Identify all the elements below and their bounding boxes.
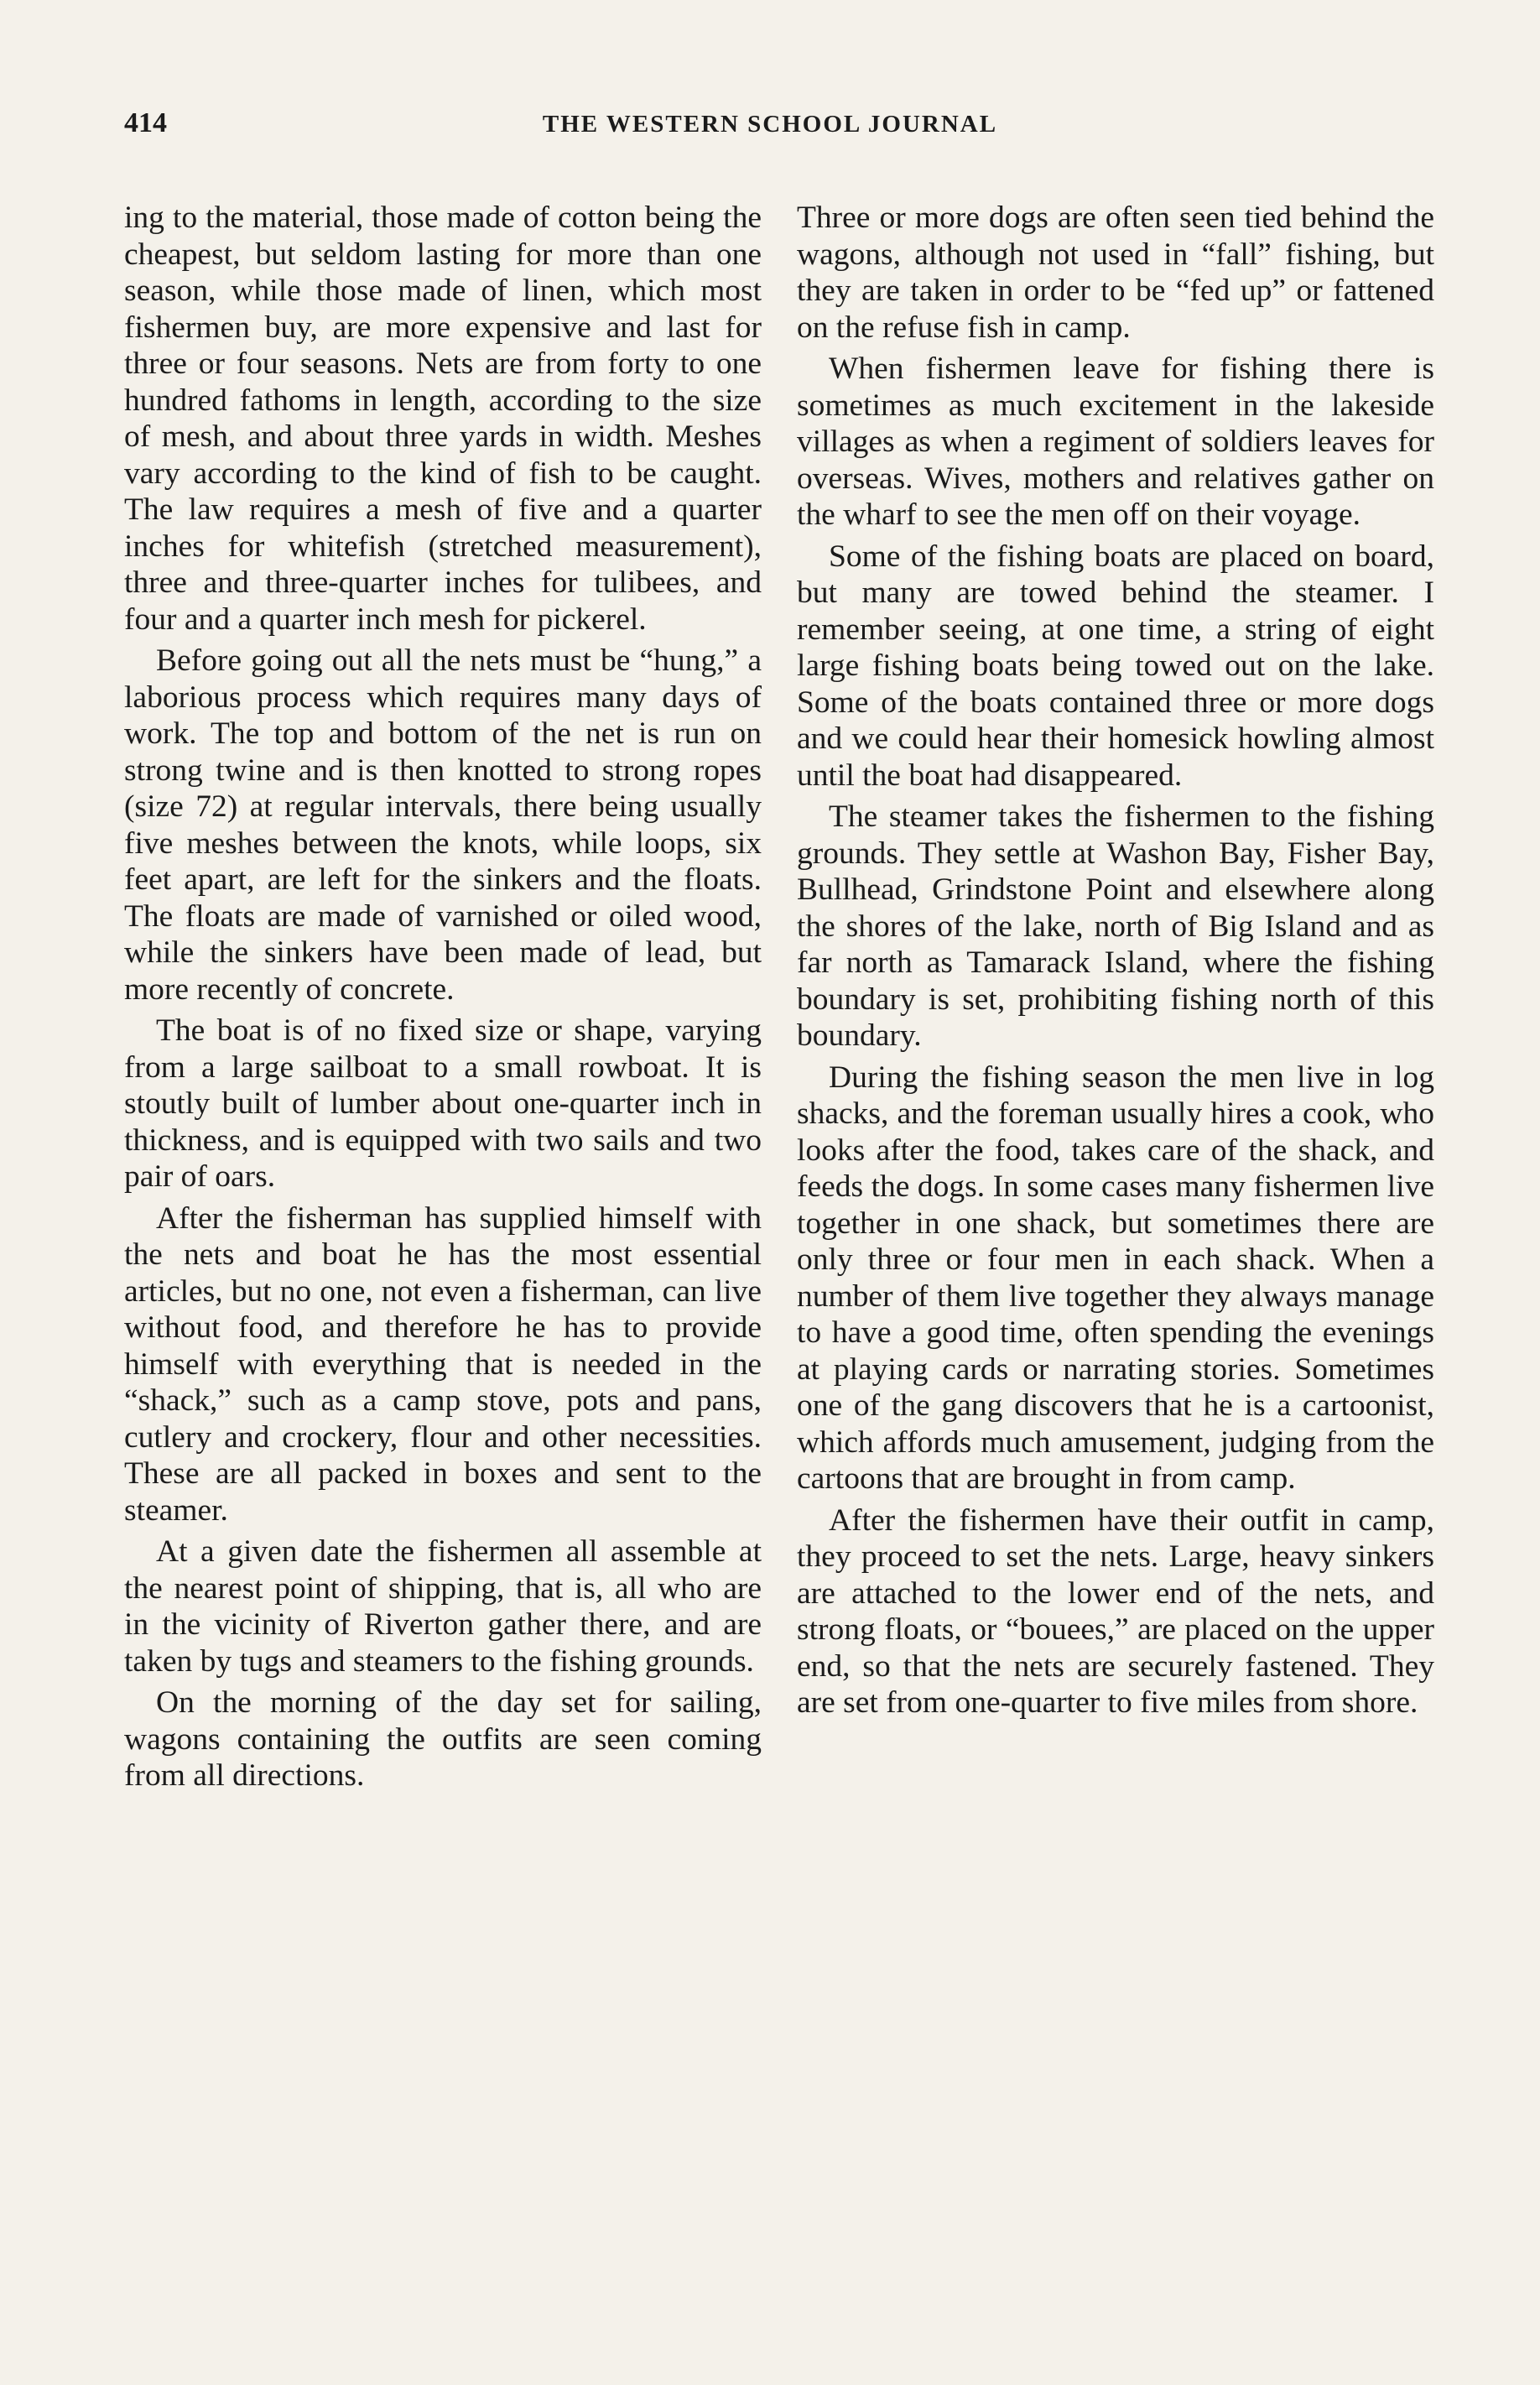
right-column <box>797 200 1434 1726</box>
paragraph: Before going out all the nets must be “hung,” a laborious process which requires many days of work. The top and bottom of the net is run on strong twine and is then knotted to strong ropes (size 72) at regular intervals, there being usually five meshes between the knots, while loops, six feet apart, are left for the sinkers and the floats. The floats are made of varnished or oiled wood, while the sinkers have been made of lead, but more recently of concrete. <box>124 643 762 1007</box>
journal-title: THE WESTERN SCHOOL JOURNAL <box>542 111 998 138</box>
paragraph: After the fishermen have their outfit in camp, they proceed to set the nets. Large, heavy sinkers are attached to the lower end of the nets, and strong floats, or “bouees,” are placed on the upper end, so that the nets are securely fastened. They are set from one-quarter to five miles from shore. <box>797 1502 1434 1720</box>
paragraph: At a given date the fishermen all assemble at the nearest point of shipping, that is, all who are in the vicinity of Riverton gather there, and are taken by tugs and steamers to the fishing grounds. <box>124 1534 762 1679</box>
paragraph: After the fisherman has supplied himself with the nets and boat he has the most essential articles, but no one, not even a fisherman, can live without food, and therefore he has to provide himself with everything that is needed in the “shack,” such as a camp stove, pots and pans, cutlery and crockery, flour and other necessities. These are all packed in boxes and sent to the steamer. <box>124 1200 762 1528</box>
paragraph: When fishermen leave for fishing there is sometimes as much excitement in the lakeside villages as when a regiment of soldiers leaves for overseas. Wives, mothers and relatives gather on the wharf to see the men off on their voyage. <box>797 352 1434 532</box>
running-head <box>124 107 1416 148</box>
paragraph: The boat is of no fixed size or shape, varying from a large sailboat to a small rowboat. It is stoutly built of lumber about one-quarter inch in thickness, and is equipped with two sails and two pair of oars. <box>124 1013 762 1194</box>
paragraph: ing to the material, those made of cotton being the cheapest, but seldom lasting for more than one season, while those made of linen, which most fishermen buy, are more expensive and last for three or four seasons. Nets are from forty to one hundred fathoms in length, according to the size of mesh, and about three yards in width. Meshes vary according to the kind of fish to be caught. The law requires a mesh of five and a quarter inches for whitefish (stretched measurement), three and three-quarter inches for tulibees, and four and a quarter inch mesh for pickerel. <box>124 200 762 637</box>
paragraph: Three or more dogs are often seen tied behind the wagons, although not used in “fall” fishing, but they are taken in order to be “fed up” or fattened on the refuse fish in camp. <box>797 200 1434 345</box>
paragraph: During the fishing season the men live in log shacks, and the foreman usually hires a cook, who looks after the food, takes care of the shack, and feeds the dogs. In some cases many fishermen live together in one shack, but sometimes there are only three or four men in each shack. When a number of them live together they always manage to have a good time, often spending the evenings at playing cards or narrating stories. Sometimes one of the gang discovers that he is a cartoonist, which affords much amusement, judging from the cartoons that are brought in from camp. <box>797 1060 1434 1496</box>
paragraph: On the morning of the day set for sailing, wagons containing the outfits are seen coming from all directions. <box>124 1685 762 1793</box>
left-column <box>124 200 762 1799</box>
page-number: 414 <box>124 107 167 138</box>
paragraph: The steamer takes the fishermen to the fishing grounds. They settle at Washon Bay, Fisher Bay, Bullhead, Grindstone Point and elsewhere along the shores of the lake, north of Big Island and as far north as Tamarack Island, where the fishing boundary is set, prohibiting fishing north of this boundary. <box>797 799 1434 1053</box>
paragraph: Some of the fishing boats are placed on board, but many are towed behind the steamer. I remember seeing, at one time, a string of eight large fishing boats being towed out on the lake. Some of the boats contained three or more dogs and we could hear their homesick howling almost until the boat had disappeared. <box>797 539 1434 793</box>
